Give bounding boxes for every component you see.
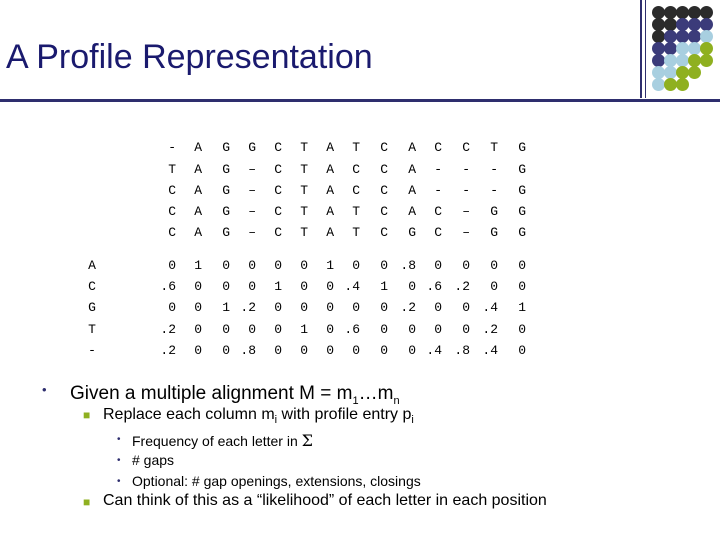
alignment-cell: G bbox=[222, 140, 230, 155]
alignment-cell: A bbox=[326, 225, 334, 240]
alignment-cell: C bbox=[380, 183, 388, 198]
profile-cell: .6 bbox=[344, 322, 360, 337]
profile-cell: 0 bbox=[222, 258, 230, 273]
alignment-cell: G bbox=[222, 225, 230, 240]
profile-cell: 0 bbox=[380, 258, 388, 273]
alignment-cell: G bbox=[490, 225, 498, 240]
profile-cell: 0 bbox=[408, 279, 416, 294]
profile-cell: .4 bbox=[482, 300, 498, 315]
alignment-cell: T bbox=[352, 225, 360, 240]
page-title: A Profile Representation bbox=[6, 38, 373, 76]
bullet-marker: • bbox=[117, 476, 121, 487]
alignment-cell: C bbox=[380, 162, 388, 177]
main-bullet: Given a multiple alignment $M = m_1\dots m_n$ bbox=[70, 383, 400, 407]
alignment-cell: T bbox=[300, 140, 308, 155]
alignment-cell: A bbox=[326, 183, 334, 198]
profile-cell: .2 bbox=[482, 322, 498, 337]
alignment-cell: - bbox=[490, 183, 498, 198]
alignment-cell: G bbox=[518, 162, 526, 177]
profile-cell: .6 bbox=[426, 279, 442, 294]
profile-cell: 0 bbox=[222, 343, 230, 358]
profile-cell: 0 bbox=[326, 343, 334, 358]
alignment-cell: G bbox=[518, 140, 526, 155]
profile-cell: .2 bbox=[400, 300, 416, 315]
alignment-cell: C bbox=[380, 140, 388, 155]
alignment-cell: C bbox=[274, 183, 282, 198]
alignment-cell: G bbox=[248, 140, 256, 155]
alignment-cell: - bbox=[490, 162, 498, 177]
detail-frequency: Frequency of each letter in Σ bbox=[132, 431, 313, 450]
profile-cell: .2 bbox=[160, 322, 176, 337]
alignment-cell: C bbox=[274, 140, 282, 155]
alignment-cell: T bbox=[352, 204, 360, 219]
profile-cell: 0 bbox=[194, 279, 202, 294]
alignment-cell: C bbox=[168, 204, 176, 219]
profile-cell: 0 bbox=[326, 300, 334, 315]
profile-cell: 0 bbox=[326, 322, 334, 337]
profile-cell: 0 bbox=[300, 258, 308, 273]
profile-cell: 1 bbox=[274, 279, 282, 294]
profile-cell: 0 bbox=[300, 343, 308, 358]
alignment-cell: - bbox=[168, 140, 176, 155]
profile-cell: 0 bbox=[248, 279, 256, 294]
alignment-cell: – bbox=[248, 162, 256, 177]
alignment-cell: A bbox=[194, 225, 202, 240]
profile-cell: .4 bbox=[344, 279, 360, 294]
decorative-dot bbox=[700, 54, 713, 67]
profile-cell: .4 bbox=[482, 343, 498, 358]
profile-cell: 0 bbox=[518, 322, 526, 337]
profile-cell: 0 bbox=[408, 322, 416, 337]
alignment-cell: T bbox=[300, 162, 308, 177]
alignment-cell: C bbox=[168, 225, 176, 240]
profile-row-label: - bbox=[88, 343, 96, 358]
alignment-cell: T bbox=[300, 225, 308, 240]
profile-cell: .2 bbox=[160, 343, 176, 358]
profile-cell: 0 bbox=[380, 322, 388, 337]
alignment-cell: C bbox=[434, 204, 442, 219]
alignment-cell: T bbox=[352, 140, 360, 155]
profile-cell: .2 bbox=[240, 300, 256, 315]
profile-cell: 0 bbox=[300, 279, 308, 294]
profile-cell: 0 bbox=[274, 258, 282, 273]
profile-cell: 0 bbox=[434, 258, 442, 273]
alignment-cell: C bbox=[274, 162, 282, 177]
alignment-cell: - bbox=[434, 162, 442, 177]
alignment-cell: A bbox=[194, 204, 202, 219]
profile-cell: 0 bbox=[380, 300, 388, 315]
corner-rule bbox=[645, 0, 646, 98]
profile-cell: 0 bbox=[194, 322, 202, 337]
alignment-cell: A bbox=[408, 183, 416, 198]
alignment-cell: C bbox=[352, 162, 360, 177]
profile-cell: 0 bbox=[352, 300, 360, 315]
alignment-cell: – bbox=[462, 204, 470, 219]
alignment-cell: A bbox=[408, 140, 416, 155]
bullet-marker: • bbox=[117, 455, 121, 466]
alignment-cell: C bbox=[274, 204, 282, 219]
profile-cell: .6 bbox=[160, 279, 176, 294]
alignment-cell: A bbox=[326, 140, 334, 155]
profile-cell: 0 bbox=[326, 279, 334, 294]
profile-cell: 0 bbox=[274, 300, 282, 315]
profile-cell: .8 bbox=[454, 343, 470, 358]
alignment-cell: A bbox=[326, 204, 334, 219]
alignment-cell: G bbox=[222, 204, 230, 219]
profile-cell: 0 bbox=[168, 258, 176, 273]
profile-cell: 1 bbox=[518, 300, 526, 315]
profile-cell: 1 bbox=[194, 258, 202, 273]
alignment-cell: C bbox=[168, 183, 176, 198]
profile-row-label: C bbox=[88, 279, 96, 294]
profile-row-label: T bbox=[88, 322, 96, 337]
profile-cell: 0 bbox=[248, 322, 256, 337]
profile-cell: 0 bbox=[168, 300, 176, 315]
profile-cell: 0 bbox=[518, 343, 526, 358]
profile-cell: 0 bbox=[462, 300, 470, 315]
profile-cell: 0 bbox=[434, 300, 442, 315]
alignment-cell: – bbox=[248, 225, 256, 240]
alignment-cell: – bbox=[248, 183, 256, 198]
alignment-cell: C bbox=[380, 204, 388, 219]
profile-cell: 0 bbox=[352, 343, 360, 358]
alignment-cell: C bbox=[434, 140, 442, 155]
profile-cell: 0 bbox=[194, 300, 202, 315]
profile-cell: 1 bbox=[300, 322, 308, 337]
alignment-cell: G bbox=[518, 204, 526, 219]
profile-cell: 0 bbox=[518, 279, 526, 294]
alignment-cell: – bbox=[248, 204, 256, 219]
alignment-cell: T bbox=[300, 204, 308, 219]
square-bullet-marker: ■ bbox=[83, 408, 91, 422]
profile-cell: 0 bbox=[194, 343, 202, 358]
likelihood-bullet: Can think of this as a “likelihood” of each letter in each position bbox=[103, 492, 547, 509]
profile-cell: 0 bbox=[518, 258, 526, 273]
alignment-cell: - bbox=[462, 183, 470, 198]
bullet-marker: • bbox=[42, 382, 47, 397]
profile-cell: 0 bbox=[490, 258, 498, 273]
alignment-cell: C bbox=[434, 225, 442, 240]
profile-cell: .8 bbox=[400, 258, 416, 273]
alignment-cell: A bbox=[408, 162, 416, 177]
title-underline bbox=[0, 99, 720, 102]
square-bullet-marker: ■ bbox=[83, 495, 91, 509]
alignment-cell: G bbox=[408, 225, 416, 240]
alignment-cell: T bbox=[490, 140, 498, 155]
profile-row-label: G bbox=[88, 300, 96, 315]
alignment-cell: - bbox=[462, 162, 470, 177]
profile-cell: 0 bbox=[408, 343, 416, 358]
profile-cell: 1 bbox=[326, 258, 334, 273]
profile-cell: 0 bbox=[222, 279, 230, 294]
profile-cell: 0 bbox=[462, 322, 470, 337]
alignment-cell: C bbox=[274, 225, 282, 240]
decorative-dot bbox=[676, 78, 689, 91]
sub-bullet: Replace each column $m_i$ with profile entry $p_i$ bbox=[103, 406, 414, 427]
profile-cell: 0 bbox=[434, 322, 442, 337]
alignment-cell: G bbox=[518, 225, 526, 240]
alignment-cell: A bbox=[194, 162, 202, 177]
alignment-cell: G bbox=[490, 204, 498, 219]
alignment-cell: A bbox=[326, 162, 334, 177]
profile-cell: 0 bbox=[222, 322, 230, 337]
profile-cell: 0 bbox=[274, 343, 282, 358]
profile-cell: 0 bbox=[248, 258, 256, 273]
detail-optional: Optional: # gap openings, extensions, closings bbox=[132, 473, 421, 489]
profile-cell: 0 bbox=[274, 322, 282, 337]
corner-rule bbox=[640, 0, 642, 98]
profile-cell: .4 bbox=[426, 343, 442, 358]
profile-cell: 0 bbox=[380, 343, 388, 358]
alignment-cell: C bbox=[462, 140, 470, 155]
alignment-cell: A bbox=[194, 140, 202, 155]
alignment-cell: C bbox=[352, 183, 360, 198]
alignment-cell: G bbox=[518, 183, 526, 198]
profile-cell: 0 bbox=[352, 258, 360, 273]
alignment-cell: T bbox=[168, 162, 176, 177]
profile-cell: 0 bbox=[462, 258, 470, 273]
alignment-cell: T bbox=[300, 183, 308, 198]
profile-row-label: A bbox=[88, 258, 96, 273]
decorative-dot bbox=[688, 66, 701, 79]
profile-cell: 0 bbox=[300, 300, 308, 315]
detail-gaps: # gaps bbox=[132, 452, 175, 468]
profile-cell: .2 bbox=[454, 279, 470, 294]
alignment-cell: – bbox=[462, 225, 470, 240]
alignment-cell: - bbox=[434, 183, 442, 198]
profile-cell: 1 bbox=[380, 279, 388, 294]
profile-cell: 0 bbox=[490, 279, 498, 294]
alignment-cell: C bbox=[380, 225, 388, 240]
alignment-cell: A bbox=[194, 183, 202, 198]
alignment-cell: G bbox=[222, 183, 230, 198]
profile-cell: .8 bbox=[240, 343, 256, 358]
bullet-marker: • bbox=[117, 434, 121, 445]
alignment-cell: A bbox=[408, 204, 416, 219]
profile-cell: 1 bbox=[222, 300, 230, 315]
alignment-cell: G bbox=[222, 162, 230, 177]
